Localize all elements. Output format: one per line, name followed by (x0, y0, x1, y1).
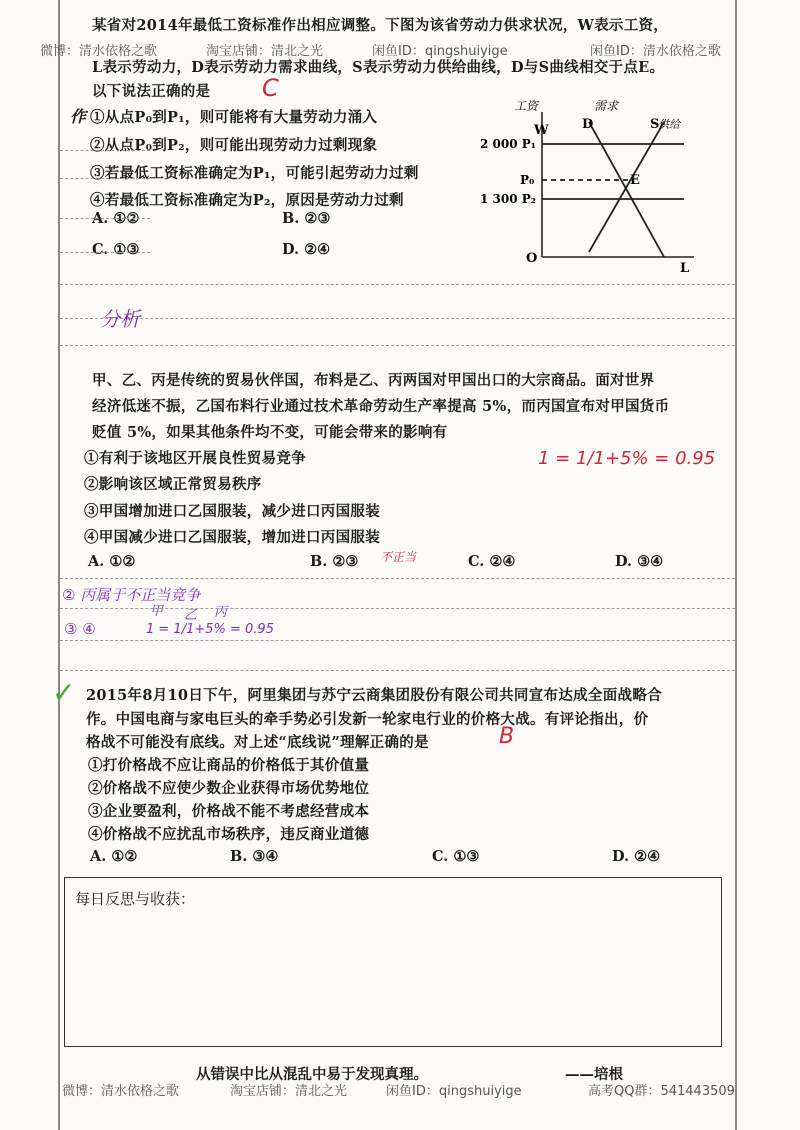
q3-statement-1: ①打价格战不应让商品的价格低于其价值量 (88, 757, 370, 774)
watermark-weibo: 微博：清水依格之歌 (40, 44, 158, 59)
q3-option-c[interactable]: C. ①③ (432, 848, 480, 865)
q1-option-a[interactable]: A. ①② (92, 210, 140, 227)
q3-statement-3: ③企业要盈利，价格战不能不考虑经营成本 (88, 803, 370, 820)
right-margin-rule (735, 0, 737, 1130)
reflection-box[interactable] (64, 877, 722, 1047)
q1-option-c[interactable]: C. ①③ (92, 241, 140, 258)
q1-option-d[interactable]: D. ②④ (282, 241, 331, 258)
q1-handwritten-answer: C (262, 74, 279, 102)
q1-stem-line-3: 以下说法正确的是 (92, 83, 211, 100)
origin-label: O (526, 251, 538, 266)
p2-label: 1 300 P₂ (480, 192, 537, 206)
q1-statement-3: ③若最低工资标准确定为P₁，可能引起劳动力过剩 (90, 165, 419, 182)
q2-option-d[interactable]: D. ③④ (615, 553, 664, 570)
watermark-xianyu: 闲鱼ID：qingshuiyige (372, 44, 508, 59)
footer-quote: 从错误中比从混乱中易于发现真理。 (196, 1066, 428, 1083)
q3-statement-4: ④价格战不应扰乱市场秩序，违反商业道德 (88, 826, 370, 843)
hand-demand-label: 需求 (594, 99, 619, 113)
labor-supply-demand-graph (474, 92, 714, 277)
q2-option-c[interactable]: C. ②④ (468, 553, 516, 570)
q3-option-b[interactable]: B. ③④ (230, 848, 279, 865)
q1-statement-2: ②从点P₀到P₂，则可能出现劳动力过剩现象 (90, 137, 378, 154)
equilibrium-label: E (630, 173, 640, 188)
p0-label: P₀ (520, 173, 535, 187)
q2-statement-1: ①有利于该地区开展良性贸易竞争 (84, 450, 306, 467)
q1-margin-note: 作 (70, 107, 87, 126)
reflection-title: 每日反思与收获： (75, 890, 196, 908)
q3-stem-line-2: 作。中国电商与家电巨头的牵手势必引发新一轮家电行业的价格大战。有评论指出，价 (86, 711, 649, 728)
q1-option-b[interactable]: B. ②③ (282, 210, 331, 227)
l-axis-label: L (680, 261, 690, 276)
footer-author: ——培根 (565, 1066, 623, 1083)
demand-label: D (582, 117, 594, 132)
q1-handwritten-note: 分析 (100, 307, 140, 331)
q2-option-b[interactable]: B. ②③ (310, 553, 359, 570)
q1-stem-line-2: L表示劳动力，D表示劳动力需求曲线，S表示劳动力供给曲线，D与S曲线相交于点E。 (92, 59, 665, 76)
bottom-watermark-qq: 高考QQ群：541443509 (588, 1084, 735, 1099)
q2-statement-4: ④甲国减少进口乙国服装，增加进口丙国服装 (84, 529, 380, 546)
q2-hand-yi: 乙 (184, 608, 198, 623)
q3-stem-line-3: 格战不可能没有底线。对上述“底线说”理解正确的是 (86, 734, 429, 751)
answer-rule (60, 284, 735, 285)
q2-stem-line-1: 甲、乙、丙是传统的贸易伙伴国，布料是乙、丙两国对甲国出口的大宗商品。面对世界 (92, 372, 655, 389)
answer-rule (60, 178, 150, 179)
answer-rule (60, 218, 150, 219)
answer-rule (60, 640, 735, 641)
q2-handwritten-formula: 1 = 1/1+5% = 0.95 (538, 448, 716, 469)
answer-rule (60, 608, 735, 609)
p1-label: 2 000 P₁ (480, 137, 537, 151)
hand-wage-label: 工资 (514, 99, 539, 113)
answer-rule (60, 345, 735, 346)
q2-statement-3: ③甲国增加进口乙国服装，减少进口丙国服装 (84, 503, 380, 520)
q1-stem-line-1: 某省对2014年最低工资标准作出相应调整。下图为该省劳动力供求状况，W表示工资， (92, 17, 669, 34)
q3-check-mark-icon: ✓ (52, 676, 76, 709)
q2-stem-line-3: 贬值 5%，如果其他条件均不变，可能会带来的影响有 (92, 424, 448, 441)
answer-rule (60, 150, 150, 151)
q1-statement-4: ④若最低工资标准确定为P₂，原因是劳动力过剩 (90, 192, 404, 209)
answer-rule (60, 318, 735, 319)
bottom-watermark-taobao: 淘宝店铺：清北之光 (230, 1084, 348, 1099)
watermark-xianyu-2: 闲鱼ID：清水依格之歌 (590, 44, 721, 59)
hand-supply-label: 供给 (658, 118, 680, 131)
q3-handwritten-answer: B (499, 724, 515, 749)
q2-handwritten-formula-2: 1 = 1/1+5% = 0.95 (146, 622, 274, 637)
left-margin-rule (58, 0, 60, 1130)
q3-stem-line-1: 2015年8月10日下午，阿里集团与苏宁云商集团股份有限公司共同宣布达成全面战略合 (86, 687, 662, 704)
answer-rule (60, 670, 735, 671)
watermark-taobao: 淘宝店铺：清北之光 (206, 44, 324, 59)
q2-handwritten-note-1: ② 丙属于不正当竞争 (62, 586, 201, 604)
answer-rule (60, 252, 150, 253)
q2-statement-2: ②影响该区域正常贸易秩序 (84, 476, 262, 493)
bottom-watermark-weibo: 微博：清水依格之歌 (62, 1084, 180, 1099)
q3-option-a[interactable]: A. ①② (90, 848, 138, 865)
q1-statement-1: ①从点P₀到P₁，则可能将有大量劳动力涌入 (90, 109, 378, 126)
supply-label: S (650, 117, 660, 132)
q2-handwritten-note-2: ③ ④ (64, 620, 96, 638)
w-axis-label: W (534, 123, 549, 138)
q2-hand-bing: 丙 (214, 605, 228, 620)
q3-statement-2: ②价格战不应使少数企业获得市场优势地位 (88, 780, 370, 797)
bottom-watermark-xianyu: 闲鱼ID：qingshuiyige (386, 1084, 522, 1099)
q2-stem-line-2: 经济低迷不振，乙国布料行业通过技术革命劳动生产率提高 5%，而丙国宣布对甲国货币 (92, 398, 670, 415)
q2-handwritten-side-note: 不正当 (380, 550, 417, 564)
q2-hand-jia: 甲 (150, 604, 164, 619)
q2-option-a[interactable]: A. ①② (88, 553, 136, 570)
answer-rule (60, 578, 735, 579)
q3-option-d[interactable]: D. ②④ (612, 848, 661, 865)
